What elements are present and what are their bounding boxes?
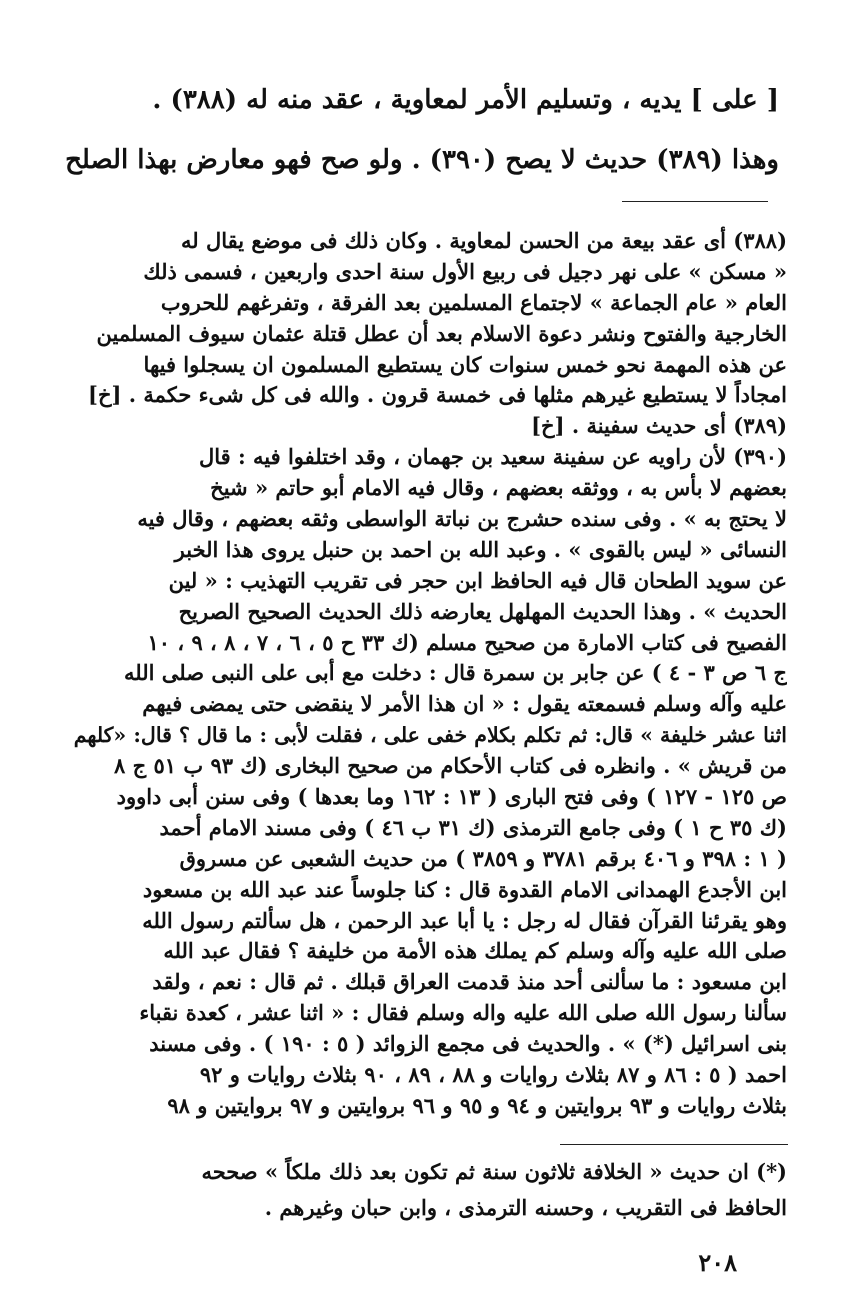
footnote-line: (٣٩٠) لأن راويه عن سفينة سعيد بن جهمان ، وقد اختلفوا فيه : قال [198,444,787,470]
footnote-line: احمد ( ٥ : ٨٦ و ٨٧ بثلاث روايات و ٨٨ ، ٨٩ ، ٩٠ بثلاث روايات و ٩٢ [199,1062,787,1088]
footnote-line: عن سويد الطحان قال فيه الحافظ ابن حجر فى تقريب التهذيب : « لين [168,567,787,593]
sub-note-line: (*) ان حديث « الخلافة ثلاثون سنة ثم تكون بعد ذلك ملكاً » صححه [201,1159,787,1184]
footnote-line: العام « عام الجماعة » لاجتماع المسلمين بعد الفرقة ، وتفرغهم للحروب [160,289,787,315]
footnote-line: عن هذه المهمة نحو خمس سنوات كان يستطيع المسلمون ان يسجلوا فيها [143,351,787,377]
main-text-line-1: [ على ] يديه ، وتسليم الأمر لمعاوية ، عقد منه له (٣٨٨) . [152,85,779,115]
footnote-line: النسائى « ليس بالقوى » . وعبد الله بن احمد بن حنبل يروى هذا الخبر [174,536,787,562]
footnote-line: الفصيح فى كتاب الامارة من صحيح مسلم (ك ٣٣ ح ٥ ، ٦ ، ٧ ، ٨ ، ٩ ، ١٠ [147,629,787,655]
main-text-line-2: وهذا (٣٨٩) حديث لا يصح (٣٩٠) . ولو صح فهو معارض بهذا الصلح [65,145,779,175]
footnote-line: لا يحتج به » . وفى سنده حشرج بن نباتة الواسطى وثقه بعضهم ، وقال فيه [137,506,787,532]
footnote-line: الخارجية والفتوح ونشر دعوة الاسلام بعد أن عطل قتلة عثمان سيوف المسلمين [96,320,787,346]
sub-note-separator [560,1144,788,1145]
footnote-line: وهو يقرئنا القرآن فقال له رجل : يا أبا عبد الرحمن ، هل سألتم رسول الله [142,907,787,933]
footnote-line: بنى اسرائيل (*) » . والحديث فى مجمع الزوائد ( ٥ : ١٩٠ ) . وفى مسند [149,1031,787,1057]
footnote-line: عليه وآله وسلم فسمعته يقول : « ان هذا الأمر لا ينقضى حتى يمضى فيهم [142,691,787,717]
footnote-line: (ك ٣٥ ح ١ ) وفى جامع الترمذى (ك ٣١ ب ٤٦ ) وفى مسند الامام أحمد [159,814,787,840]
sub-note-line: الحافظ فى التقريب ، وحسنه الترمذى ، وابن حبان وغيرهم . [264,1195,787,1220]
footnote-line: (٣٨٩) أى حديث سفينة . [خ] [531,413,787,439]
page-number: ٢٠٨ [698,1248,737,1277]
footnote-line: الحديث » . وهذا الحديث المهلهل يعارضه ذلك الحديث الصحيح الصريح [178,598,787,624]
footnote-separator [622,201,768,202]
footnote-line: ( ١ : ٣٩٨ و ٤٠٦ برقم ٣٧٨١ و ٣٨٥٩ ) من حديث الشعبى عن مسروق [179,845,787,871]
footnote-line: ج ٦ ص ٣ - ٤ ) عن جابر بن سمرة قال : دخلت مع أبى على النبى صلى الله [124,660,787,686]
footnote-line: بعضهم لا بأس به ، ووثقه بعضهم ، وقال فيه الامام أبو حاتم « شيخ [210,475,787,501]
sub-note [59,1154,787,1226]
footnote-line: ابن الأجدع الهمدانى الامام القدوة قال : كنا جلوساً عند عبد الله بن مسعود [142,876,787,902]
footnote-line: ابن مسعود : ما سألنى أحد منذ قدمت العراق قبلك . ثم قال : نعم ، ولقد [152,969,787,995]
footnote-line: صلى الله عليه وآله وسلم كم يملك هذه الأمة من خليفة ؟ فقال عبد الله [163,938,787,964]
footnotes [59,226,787,1122]
footnote-line: (٣٨٨) أى عقد بيعة من الحسن لمعاوية . وكان ذلك فى موضع يقال له [181,228,787,253]
footnote-line: سألنا رسول الله صلى الله عليه واله وسلم فقال : « اثنا عشر ، كعدة نقباء [139,1000,787,1026]
footnote-line: امجاداً لا يستطيع غيرهم مثلها فى خمسة قرون . والله فى كل شىء حكمة . [خ] [88,382,787,408]
footnote-line: « مسكن » على نهر دجيل فى ربيع الأول سنة احدى واربعين ، فسمى ذلك [143,258,787,284]
footnote-line: من قريش » . وانظره فى كتاب الأحكام من صحيح البخارى (ك ٩٣ ب ٥١ ج ٨ [114,753,787,779]
footnote-line: ص ١٢٥ - ١٢٧ ) وفى فتح البارى ( ١٣ : ١٦٢ وما بعدها ) وفى سنن أبى داوود [116,784,787,810]
footnote-line: بثلاث روايات و ٩٣ بروايتين و ٩٤ و ٩٥ و ٩٦ بروايتين و ٩٧ بروايتين و ٩٨ [167,1092,787,1118]
footnote-line: اثنا عشر خليفة » قال: ثم تكلم بكلام خفى على ، فقلت لأبى : ما قال ؟ قال: «كلهم [73,723,787,748]
